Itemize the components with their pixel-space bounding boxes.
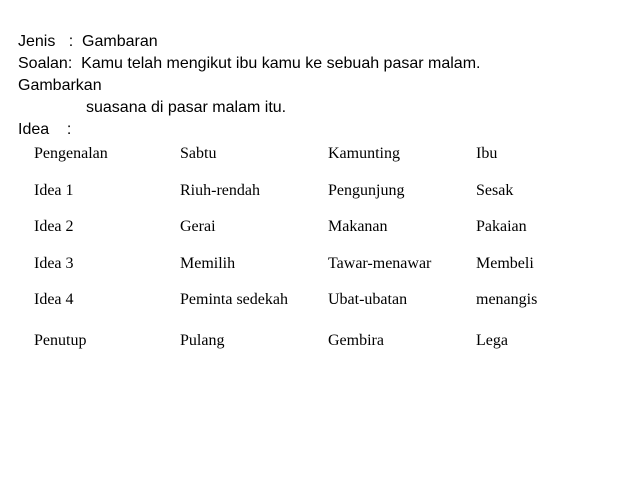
table-cell-r5-c2: Gembira [328,332,384,349]
table-cell-r4-c1: Peminta sedekah [180,291,288,308]
table-cell-r4-c0: Idea 4 [34,291,74,308]
soalan-line: Soalan: Kamu telah mengikut ibu kamu ke sebuah pasar malam. [18,55,481,72]
table-cell-r5-c1: Pulang [180,332,225,349]
table-cell-r3-c2: Tawar-menawar [328,255,432,272]
jenis-line: Jenis : Gambaran [18,33,158,50]
gambarkan-line: Gambarkan [18,77,102,94]
table-cell-r2-c2: Makanan [328,218,388,235]
table-cell-r0-c2: Kamunting [328,145,400,162]
table-cell-r0-c0: Pengenalan [34,145,108,162]
table-cell-r4-c2: Ubat-ubatan [328,291,408,308]
table-cell-r3-c0: Idea 3 [34,255,74,272]
table-cell-r0-c3: Ibu [476,145,498,162]
table-cell-r4-c3: menangis [476,291,538,308]
table-cell-r2-c3: Pakaian [476,218,527,235]
table-cell-r2-c1: Gerai [180,218,216,235]
table-cell-r1-c1: Riuh-rendah [180,182,260,199]
table-cell-r2-c0: Idea 2 [34,218,74,235]
table-cell-r1-c0: Idea 1 [34,182,74,199]
table-cell-r3-c1: Memilih [180,255,236,272]
table-cell-r1-c2: Pengunjung [328,182,405,199]
table-cell-r5-c0: Penutup [34,332,87,349]
table-cell-r5-c3: Lega [476,332,508,349]
table-cell-r1-c3: Sesak [476,182,514,199]
idea-line: Idea : [18,121,72,138]
suasana-line: suasana di pasar malam itu. [86,99,287,116]
table-cell-r3-c3: Membeli [476,255,534,272]
table-cell-r0-c1: Sabtu [180,145,217,162]
